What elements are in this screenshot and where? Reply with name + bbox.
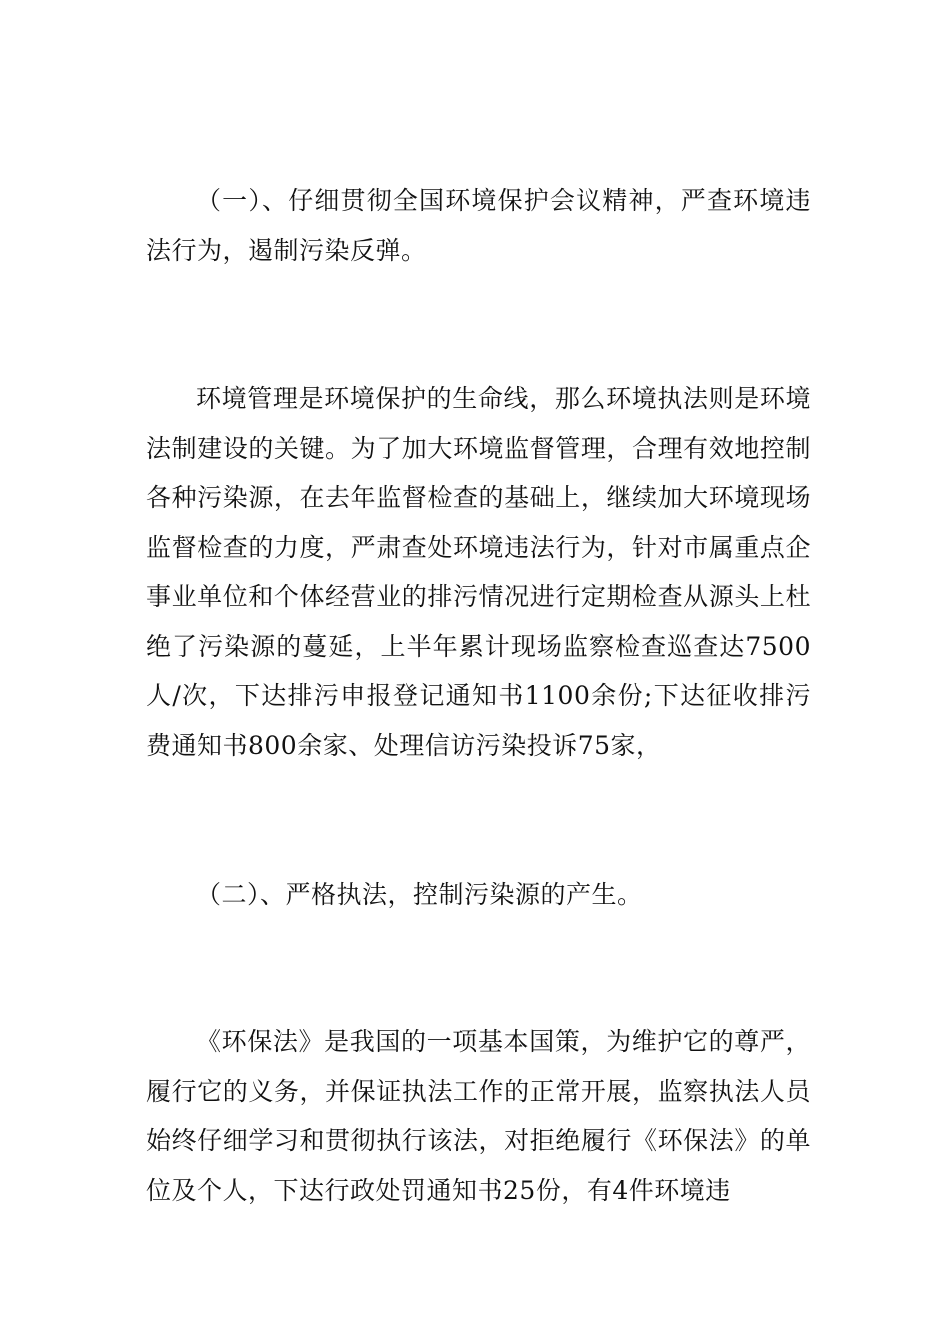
- body-paragraph-2: 《环保法》是我国的一项基本国策，为维护它的尊严，履行它的义务，并保证执法工作的正常开展，监察执法人员始终仔细学习和贯彻执行该法，对拒绝履行《环保法》的单位及个人，下达行政处罚通知书25份，有4件环境违: [146, 1027, 811, 1205]
- section-heading-2: （二）、严格执法，控制污染源的产生。: [196, 880, 643, 909]
- section-heading-1: （一）、仔细贯彻全国环境保护会议精神，严查环境违法行为，遏制污染反弹。: [146, 186, 811, 265]
- body-paragraph-1: 环境管理是环境保护的生命线，那么环境执法则是环境法制建设的关键。为了加大环境监督管理，合理有效地控制各种污染源，在去年监督检查的基础上，继续加大环境现场监督检查的力度，严肃查处环境违法行为，针对市属重点企事业单位和个体经营业的排污情况进行定期检查从源头上杜绝了污染源的蔓延，上半年累计现场监察检查巡查达7500人/次，下达排污申报登记通知书1100余份;下达征收排污费通知书800余家、处理信访污染投诉75家，: [146, 384, 811, 760]
